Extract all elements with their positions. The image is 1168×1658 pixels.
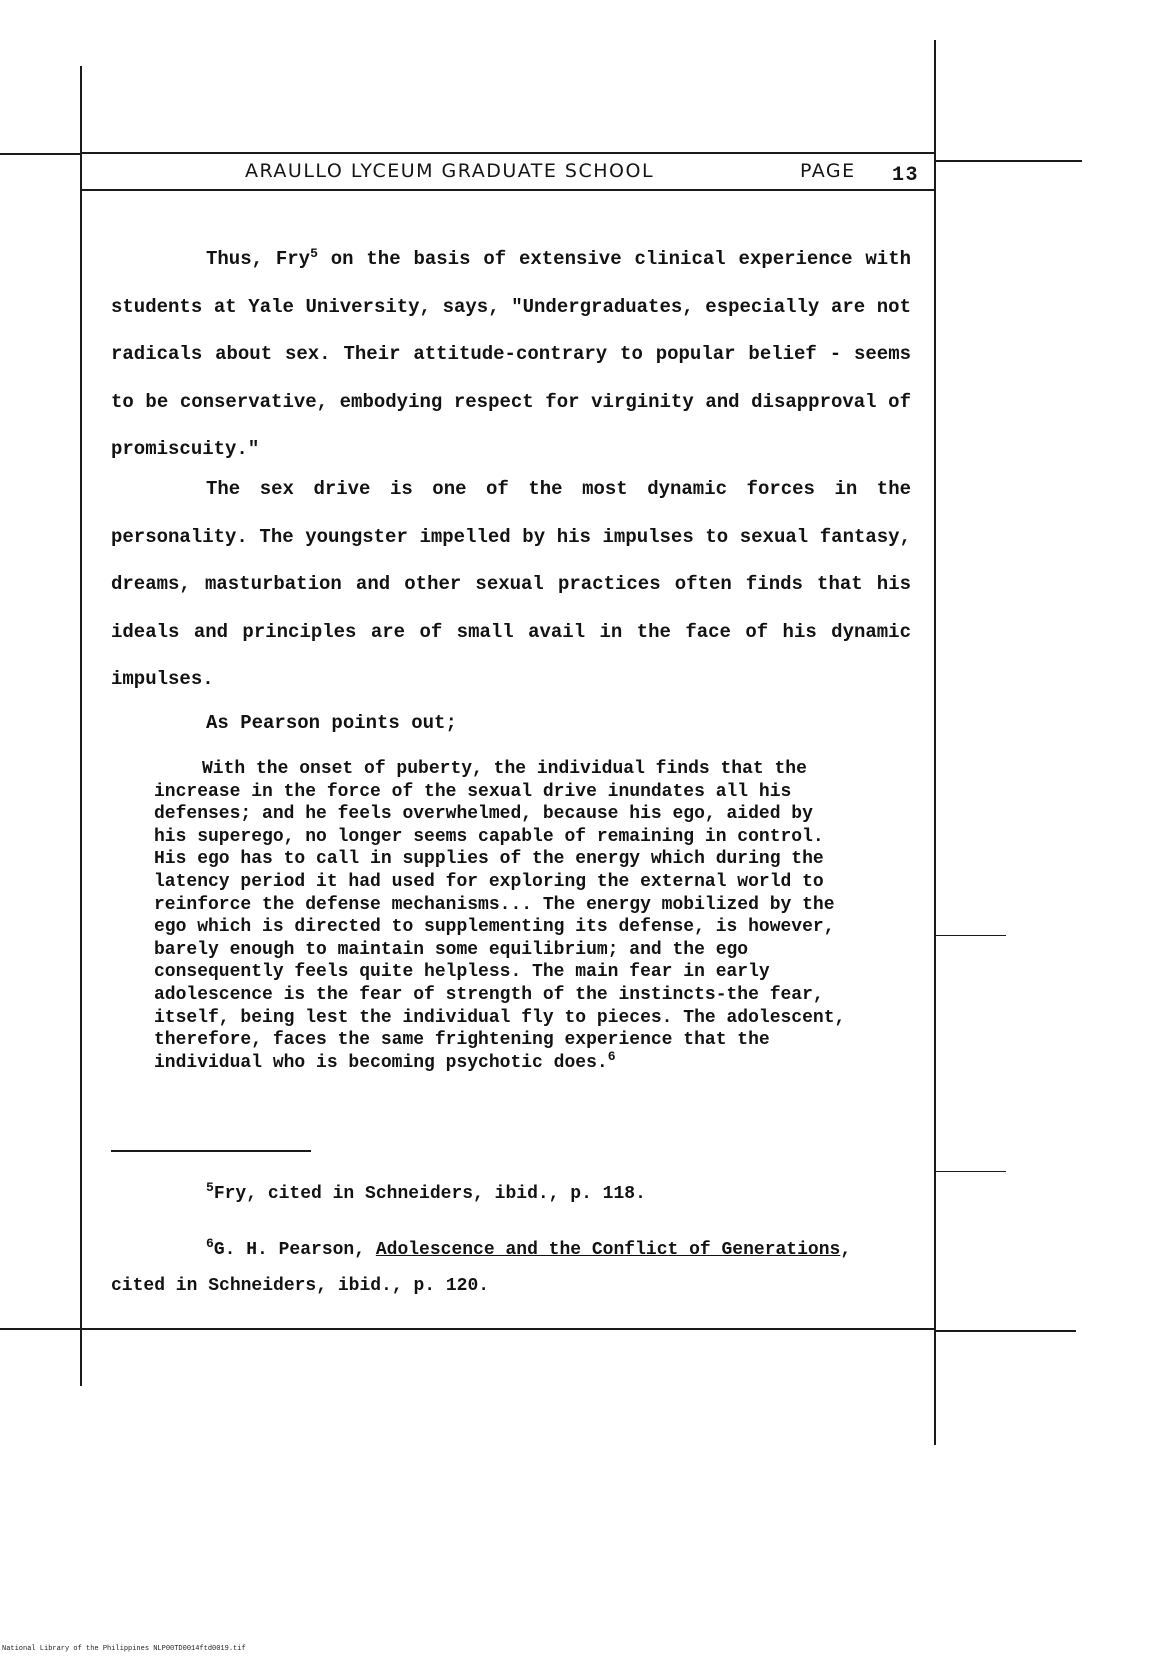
bottom-rule [0, 1328, 936, 1330]
block-quote-text: With the onset of puberty, the individual finds that the increase in the force of the sexual drive inundates all his defenses; and he feels overwhelmed, because his ego, aided by his superego, no longer seems capable of remaining in control. His ego has to call in supplies of the energy which during the latency period it had used for exploring the external world to reinforce the defense mechanisms... The energy mobilized by the ego which is directed to supplementing its defense, is however, barely enough to maintain some equilibrium; and the ego consequently feels quite helpless. The main fear in early adolescence is the fear of strength of the instincts-the fear, itself, being lest the individual fly to pieces. The adolescent, therefore, faces the same frightening experience that the individual who is becoming psychotic does. [154, 759, 846, 1073]
header-page-number: 13 [892, 164, 920, 187]
header-top-rule [80, 152, 936, 154]
footnote-5 [111, 1176, 911, 1212]
paragraph-sex-drive: The sex drive is one of the most dynamic forces in the personality. The youngster impelled by his impulses to sexual fantasy, dreams, masturbation and other sexual practices often finds that his ideals and principles are of small avail in the face of his dynamic impulses. [111, 478, 911, 690]
right-stub-rule-mid [936, 935, 1006, 936]
block-quote-pearson [154, 758, 854, 1074]
right-margin-line [934, 40, 936, 1445]
footnote-ref-5: 5 [310, 246, 318, 261]
paragraph-fry-text-before: Thus, Fry [206, 248, 311, 270]
right-stub-rule-low [936, 1171, 1006, 1172]
header-page-label: PAGE [800, 160, 856, 182]
header-bottom-rule [80, 189, 936, 191]
header-school-name: ARAULLO LYCEUM GRADUATE SCHOOL [245, 160, 655, 182]
footnote-6-marker: 6 [206, 1236, 214, 1251]
footnote-6-rest: , cited in Schneiders, ibid., p. 120. [111, 1240, 852, 1296]
right-stub-rule-bottom [936, 1330, 1076, 1332]
paragraph-pearson-intro: As Pearson points out; [206, 712, 457, 734]
footnote-5-marker: 5 [206, 1180, 214, 1195]
footnote-separator [111, 1150, 311, 1152]
scan-footer-label: National Library of the Philippines NLP00TD0014ftd0019.tif [2, 1645, 246, 1653]
left-stub-rule-top [0, 153, 80, 155]
paragraph-fry [111, 236, 911, 474]
paragraph-fry-text-after: on the basis of extensive clinical experience with students at Yale University, says, "Undergraduates, especially are not radicals about sex. Their attitude-contrary to popular belief - seems to be conservative, embodying respect for virginity and disapproval of promiscuity." [111, 248, 911, 460]
footnote-6-author: G. H. Pearson, [213, 1240, 376, 1260]
footnote-ref-6: 6 [607, 1048, 616, 1064]
left-margin-line [80, 66, 82, 1386]
footnote-5-text: Fry, cited in Schneiders, ibid., p. 118. [213, 1184, 646, 1204]
right-stub-rule-top [936, 160, 1082, 162]
footnote-6 [111, 1232, 911, 1304]
footnote-6-title: Adolescence and the Conflict of Generations [375, 1240, 841, 1260]
